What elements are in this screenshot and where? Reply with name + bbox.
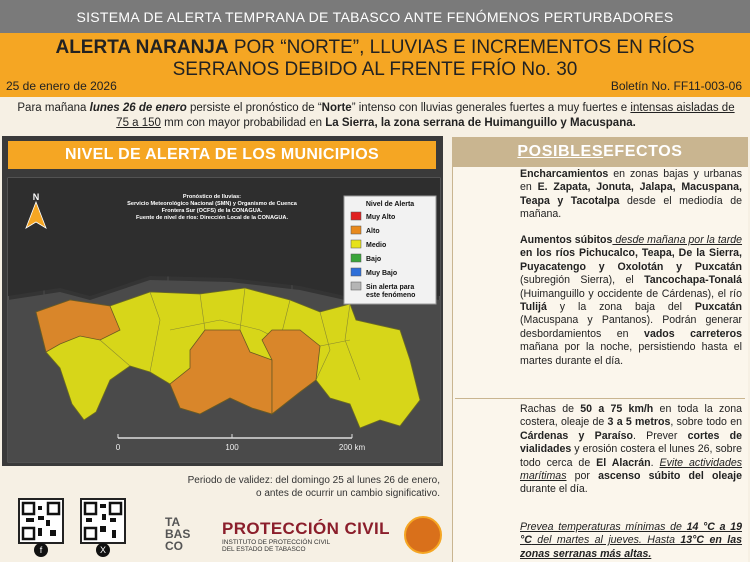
legend-label: Alto [366, 228, 380, 235]
eff-text: . [650, 456, 660, 469]
scale-label: 0 [115, 443, 121, 452]
eff-text: . Prever [632, 429, 688, 442]
forecast-text: mm con mayor probabilidad en [160, 117, 326, 129]
system-title: SISTEMA DE ALERTA TEMPRANA DE TABASCO ANTE FENÓMENOS PERTURBADORES [76, 8, 674, 25]
effects-title-b: EFECTOS [603, 143, 683, 160]
legend-label: Sin alerta para [366, 284, 415, 291]
qr-code-x[interactable] [80, 498, 126, 544]
eff-strong: en los ríos Pichucalco, Teapa, De la Sierra, Puyacatengo y Oxolotán y Puxcatán [520, 247, 742, 273]
legend-label: Muy Bajo [366, 270, 398, 277]
eff-text: mañana por la noche, persistiendo hasta el martes durante el día. [520, 341, 742, 367]
alert-title-line2: SERRANOS DEBIDO AL FRENTE FRÍO No. 30 [172, 59, 578, 80]
effects-divider [455, 398, 745, 399]
eff-italic: Evite actividades marítimas [520, 456, 743, 483]
forecast-norte: Norte [321, 102, 352, 114]
eff-italic: desde mañana por la tarde [612, 234, 743, 246]
qr-pattern-icon [82, 500, 124, 542]
legend-title: Nivel de Alerta [365, 201, 415, 208]
eff-strong: Puxcatán [694, 301, 742, 314]
map-source-line: Pronóstico de lluvias: [182, 194, 242, 200]
map-title: NIVEL DE ALERTA DE LOS MUNICIPIOS [8, 141, 436, 169]
legend-swatch-sin-alerta [351, 282, 361, 290]
alert-title-line1: POR “NORTE”, LLUVIAS E INCREMENTOS EN RÍOS [228, 37, 695, 58]
effect-temperatures [520, 521, 742, 561]
map-source-line: Servicio Meteorológico Nacional (SMN) y Organismo de Cuenca [127, 201, 297, 207]
effects-title [452, 137, 748, 167]
effect-wind-waves [520, 403, 742, 497]
issue-date: 25 de enero de 2026 [6, 79, 117, 93]
eff-text: en zonas bajas y urbanas en [520, 168, 742, 194]
validity-period [130, 474, 440, 500]
tabasco-logo-text: TA [165, 515, 181, 529]
eff-text: , sobre todo en [670, 416, 742, 429]
eff-italic: del martes al jueves. Hasta [531, 534, 681, 547]
eff-text: y erosión costera el lunes 26, sobre todo cerca de [520, 443, 742, 469]
legend-swatch-alto [351, 226, 361, 234]
scale-label: 100 [225, 443, 239, 452]
effect-flooding [520, 168, 742, 222]
x-icon: X [96, 543, 110, 557]
eff-text: Rachas de [520, 403, 581, 415]
eff-text: en toda la zona costera, oleaje de [520, 403, 743, 429]
eff-strong: Tancochapa-Tonalá [644, 274, 742, 287]
north-label: N [32, 192, 40, 202]
eff-text: (subregión Sierra), el [520, 274, 645, 287]
pc-sub-line: DEL ESTADO DE TABASCO [222, 546, 306, 553]
tabasco-logo-text: CO [165, 539, 183, 553]
effect-rivers [520, 234, 742, 368]
eff-strong: 13°C en las zonas serranas más altas. [520, 534, 742, 560]
eff-strong: ascenso súbito del oleaje [598, 470, 742, 483]
eff-text: (Macuspana y Pantanos). Podrán generar desbordamientos en [520, 314, 742, 340]
forecast-text: persiste el pronóstico de “ [186, 102, 322, 114]
eff-text: desde el mediodía de mañana. [520, 194, 742, 221]
legend-label: Medio [366, 242, 387, 249]
forecast-text: ” intenso con lluvias generales fuertes a muy fuertes e [351, 102, 631, 114]
legend-label: este fenómeno [366, 292, 416, 299]
bulletin-number: Boletín No. FF11-003-06 [610, 79, 742, 93]
tabasco-logo-text: BAS [165, 527, 191, 541]
proteccion-civil-emblem-icon [404, 516, 442, 554]
forecast-text: Para mañana [17, 102, 90, 114]
effects-title-a: POSIBLES [517, 143, 604, 160]
eff-strong: Aumentos súbitos [520, 234, 613, 246]
eff-strong: 14 °C a 19 °C [520, 521, 742, 547]
eff-italic: Prevea temperaturas mínimas de [520, 521, 687, 533]
legend-swatch-muy-bajo [351, 268, 361, 276]
eff-strong: 3 a 5 metros [607, 416, 671, 429]
eff-strong: E. Zapata, Jonuta, Jalapa, Macuspana, Teapa y Tacotalpa [520, 181, 742, 207]
eff-strong: Cárdenas y Paraíso [520, 429, 633, 442]
tabasco-logo [165, 516, 209, 552]
forecast-zones: La Sierra, la zona serrana de Huimanguillo y Macuspana. [325, 117, 636, 129]
validity-line: Periodo de validez: del domingo 25 al lunes 26 de enero, [187, 475, 440, 486]
map-source-line: Frontera Sur (OCFS) de la CONAGUA. [161, 208, 263, 214]
legend-label: Bajo [366, 256, 382, 263]
eff-strong: vados carreteros [644, 327, 742, 340]
legend-swatch-bajo [351, 254, 361, 262]
eff-strong: cortes de vialidades [520, 429, 742, 456]
eff-text: durante el día. [520, 483, 588, 496]
legend-label: Muy Alto [366, 214, 396, 221]
alert-level: ALERTA NARANJA [55, 37, 229, 58]
validity-line: o antes de ocurrir un cambio significativo. [256, 488, 440, 499]
qr-pattern-icon [20, 500, 62, 542]
pc-sub-line: INSTITUTO DE PROTECCIÓN CIVIL [222, 539, 331, 546]
eff-text: y la zona baja del [546, 301, 695, 314]
proteccion-civil-title: PROTECCIÓN CIVIL [222, 519, 390, 538]
eff-text: por [566, 470, 599, 483]
forecast-day: lunes 26 de enero [89, 102, 187, 114]
qr-code-facebook[interactable] [18, 498, 64, 544]
eff-strong: El Alacrán [596, 456, 651, 469]
eff-strong: Encharcamientos [520, 168, 609, 180]
scale-label: 200 km [338, 443, 366, 452]
map-legend [344, 196, 436, 304]
proteccion-civil-subtitle [222, 539, 330, 553]
eff-strong: Tulijá [520, 301, 547, 314]
legend-swatch-muy-alto [351, 212, 361, 220]
eff-strong: 50 a 75 km/h [580, 403, 654, 415]
map-source-line: Fuente de nivel de ríos: Dirección Local de la CONAGUA. [136, 215, 288, 221]
legend-swatch-medio [351, 240, 361, 248]
forecast-amounts: intensas aisladas de 75 a 150 [116, 102, 735, 129]
facebook-icon: f [34, 543, 48, 557]
eff-text: (Huimanguillo y occidente de Cárdenas), el río [520, 287, 742, 300]
